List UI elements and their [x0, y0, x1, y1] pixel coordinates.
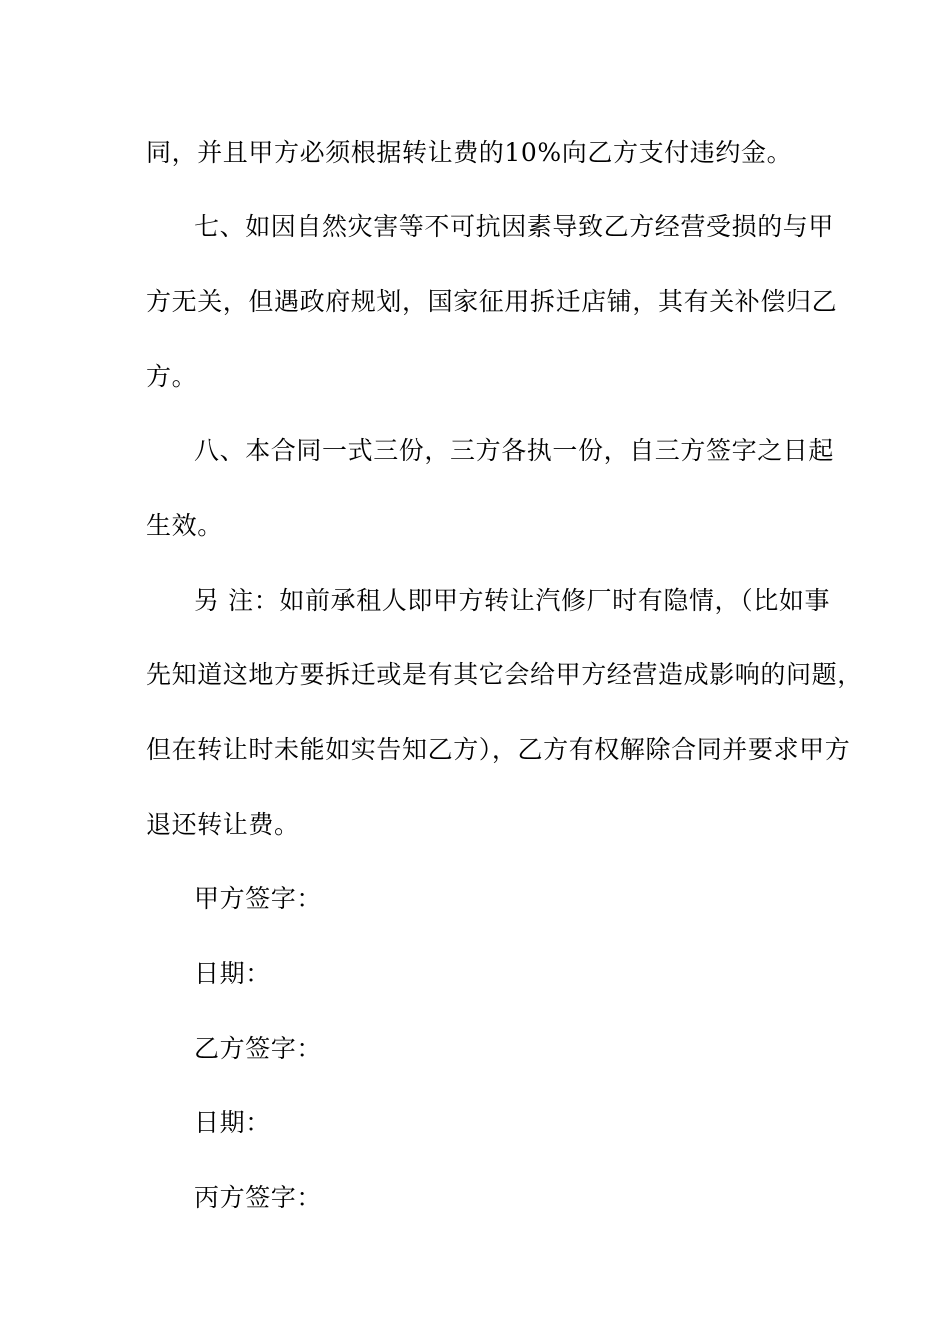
clause-7-line-2: 方无关，但遇政府规划，国家征用拆迁店铺，其有关补偿归乙 [146, 287, 838, 316]
party-a-date-label: 日期： [194, 959, 271, 988]
clause-7-line-3: 方。 [146, 362, 198, 391]
party-b-date-label: 日期： [194, 1108, 271, 1137]
note-line-1: 另 注：如前承租人即甲方转让汽修厂时有隐情，（比如事 [194, 586, 831, 615]
note-line-2: 先知道这地方要拆迁或是有其它会给甲方经营造成影响的问题， [146, 660, 863, 689]
party-c-signature-label: 丙方签字： [194, 1183, 323, 1212]
clause-8-line-2: 生效。 [146, 511, 223, 540]
paragraph-6-continuation: 同，并且甲方必须根据转让费的10%向乙方支付违约金。 [146, 138, 793, 167]
note-line-3: 但在转让时未能如实告知乙方），乙方有权解除合同并要求甲方 [146, 735, 851, 764]
clause-8-line-1: 八、本合同一式三份，三方各执一份，自三方签字之日起 [194, 436, 835, 465]
clause-7-line-1: 七、如因自然灾害等不可抗因素导致乙方经营受损的与甲 [194, 212, 835, 241]
party-a-signature-label: 甲方签字： [194, 884, 323, 913]
note-line-4: 退还转让费。 [146, 810, 300, 839]
party-b-signature-label: 乙方签字： [194, 1034, 323, 1063]
